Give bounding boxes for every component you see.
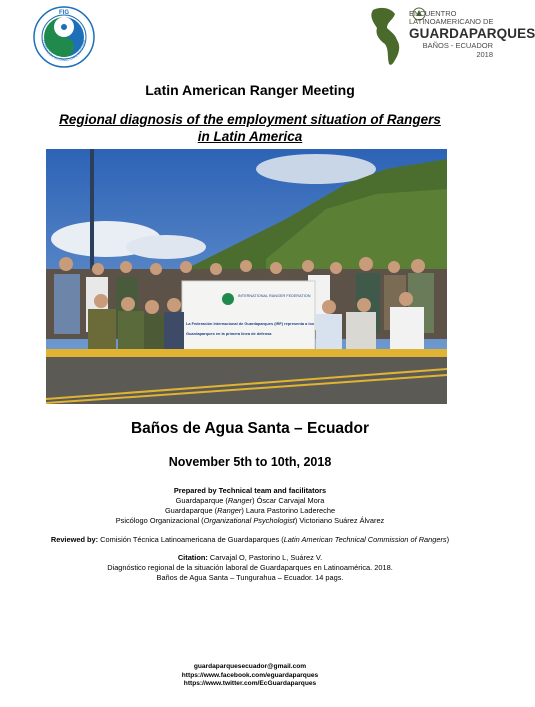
prepared-by (0, 486, 500, 526)
document-subtitle (0, 111, 500, 145)
preparer-3: Psicólogo Organizacional (Organizational Psychologist) Victoriano Suárez Álvarez (115, 516, 385, 525)
contacts (0, 663, 500, 689)
group-photo (46, 149, 447, 404)
banner-org: INTERNATIONAL RANGER FEDERATION (238, 294, 311, 298)
document-title: Latin American Ranger Meeting (145, 82, 355, 98)
preparer-2: Guardaparque (Ranger) Laura Pastorino Ladereche (164, 506, 336, 515)
citation-place: Baños de Agua Santa – Tungurahua – Ecuador. 14 pags. (156, 573, 344, 582)
citation-title: Diagnóstico regional de la situación laboral de Guardaparques en Latinoamérica. 2018. (107, 563, 393, 572)
citation-authors: Carvajal O, Pastorino L, Suárez V. (207, 553, 323, 562)
subtitle-line2: in Latin America (197, 129, 303, 144)
contact-email-link[interactable]: guardaparquesecuador@gmail.com (193, 663, 307, 670)
event-logo (365, 4, 535, 70)
contact-facebook-link[interactable]: https://www.facebook.com/eguardaparques (181, 671, 319, 679)
contact-twitter-link[interactable]: https://www.twitter.com/EcGuardaparques (183, 680, 317, 687)
reviewed-label: Reviewed by: (50, 535, 99, 544)
preparer-1: Guardaparque (Ranger) Óscar Carvajal Mora (175, 496, 325, 505)
event-place: Baños de Agua Santa – Ecuador (130, 420, 369, 437)
banner-line2: Guardaparques en la primera línea de defensa (186, 331, 272, 336)
event-logo-line4: BAÑOS - ECUADOR 2018 (422, 41, 493, 59)
fig-label: FIG (59, 10, 69, 16)
subtitle-line1: Regional diagnosis of the employment situation of Rangers (59, 112, 441, 127)
citation-heading: Citation: (177, 553, 208, 562)
fig-logo-icon (33, 6, 95, 68)
citation (0, 553, 500, 583)
event-logo-line2: LATINOAMERICANO DE (409, 17, 494, 26)
event-dates: November 5th to 10th, 2018 (168, 455, 332, 469)
banner-line1: La Federación Internacional de Guardaparques (IRF) representa a los (186, 321, 314, 326)
reviewed-by: Reviewed by: Comisión Técnica Latinoamericana de Guardaparques (Latin American Technical Commission of Rangers) (50, 535, 450, 544)
prepared-heading: Prepared by Technical team and facilitators (173, 486, 327, 495)
fig-ring-text: FEDERACIÓN INTERNACIONAL DE GUARD (41, 39, 87, 63)
event-logo-line3: GUARDAPARQUES (409, 26, 535, 41)
event-logo-line1: ENCUENTRO (409, 9, 457, 18)
